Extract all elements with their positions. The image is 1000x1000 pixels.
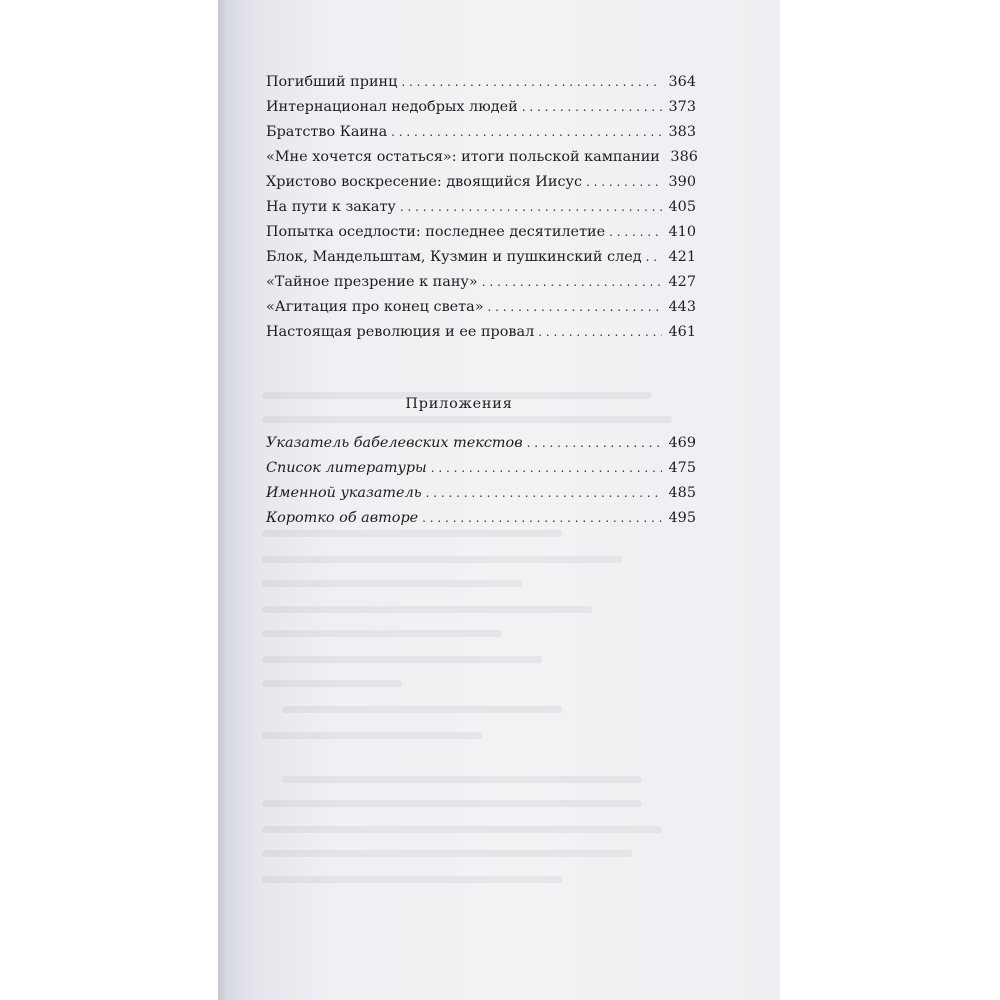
toc-entry-page: 461 <box>668 324 696 340</box>
appendix-entry-page: 475 <box>668 460 696 476</box>
dot-leader <box>522 95 662 120</box>
book-page <box>218 0 780 1000</box>
toc-entry-page: 443 <box>668 299 696 315</box>
toc-entry-page: 405 <box>668 199 696 215</box>
toc-entry[interactable] <box>266 70 696 95</box>
appendix-entry[interactable] <box>266 456 696 481</box>
appendix-entry[interactable] <box>266 431 696 456</box>
appendix-list <box>266 431 696 531</box>
toc-entry-page: 421 <box>668 249 696 265</box>
appendix-heading: Приложения <box>405 396 513 412</box>
toc-entry-page: 410 <box>668 224 696 240</box>
toc-entry-title: Христово воскресение: двоящийся Иисус <box>266 174 583 190</box>
toc-entry-title: Интернационал недобрых людей <box>266 99 518 115</box>
dot-leader <box>401 70 662 95</box>
dot-leader <box>400 195 662 220</box>
toc-entry[interactable] <box>266 195 696 220</box>
toc-entry[interactable] <box>266 170 696 195</box>
toc-entry-title: «Агитация про конец света» <box>266 299 484 315</box>
toc-entry-title: Погибший принц <box>266 74 398 90</box>
toc-entry[interactable] <box>266 245 696 270</box>
dot-leader <box>422 506 662 531</box>
dot-leader <box>431 456 662 481</box>
toc-entry[interactable] <box>266 95 696 120</box>
toc-entry[interactable] <box>266 145 696 170</box>
toc-entry[interactable] <box>266 295 696 320</box>
dot-leader <box>527 431 662 456</box>
toc-entry-title: Блок, Мандельштам, Кузмин и пушкинский след <box>266 249 642 265</box>
toc-entry-page: 364 <box>668 74 696 90</box>
appendix-entry-title: Именной указатель <box>266 485 422 501</box>
dot-leader <box>426 481 662 506</box>
toc-entry-title: Попытка оседлости: последнее десятилетие <box>266 224 606 240</box>
toc-entry-page: 386 <box>670 149 698 165</box>
appendix-entry-page: 495 <box>668 510 696 526</box>
toc-entry-title: «Тайное презрение к пану» <box>266 274 478 290</box>
dot-leader <box>482 270 662 295</box>
toc-entry-page: 427 <box>668 274 696 290</box>
dot-leader <box>609 220 662 245</box>
dot-leader <box>646 245 662 270</box>
appendix-entry[interactable] <box>266 481 696 506</box>
toc-entry-title: Братство Каина <box>266 124 388 140</box>
toc-entry[interactable] <box>266 320 696 345</box>
dot-leader <box>586 170 662 195</box>
toc-entry-title: На пути к закату <box>266 199 396 215</box>
dot-leader <box>538 320 662 345</box>
toc-entry-page: 383 <box>668 124 696 140</box>
appendix-entry-page: 469 <box>668 435 696 451</box>
page-gutter-shadow <box>218 0 226 1000</box>
appendix-entry[interactable] <box>266 506 696 531</box>
appendix-entry-title: Коротко об авторе <box>266 510 419 526</box>
appendix-entry-page: 485 <box>668 485 696 501</box>
toc-entry-title: «Мне хочется остаться»: итоги польской кампании <box>266 149 660 165</box>
toc-entry-page: 390 <box>668 174 696 190</box>
appendix-entry-title: Указатель бабелевских текстов <box>266 435 523 451</box>
toc-entry[interactable] <box>266 270 696 295</box>
dot-leader <box>488 295 662 320</box>
table-of-contents <box>266 70 696 345</box>
appendix-entry-title: Список литературы <box>266 460 427 476</box>
toc-entry-page: 373 <box>668 99 696 115</box>
toc-entry[interactable] <box>266 220 696 245</box>
dot-leader <box>391 120 662 145</box>
toc-entry-title: Настоящая революция и ее провал <box>266 324 535 340</box>
toc-entry[interactable] <box>266 120 696 145</box>
